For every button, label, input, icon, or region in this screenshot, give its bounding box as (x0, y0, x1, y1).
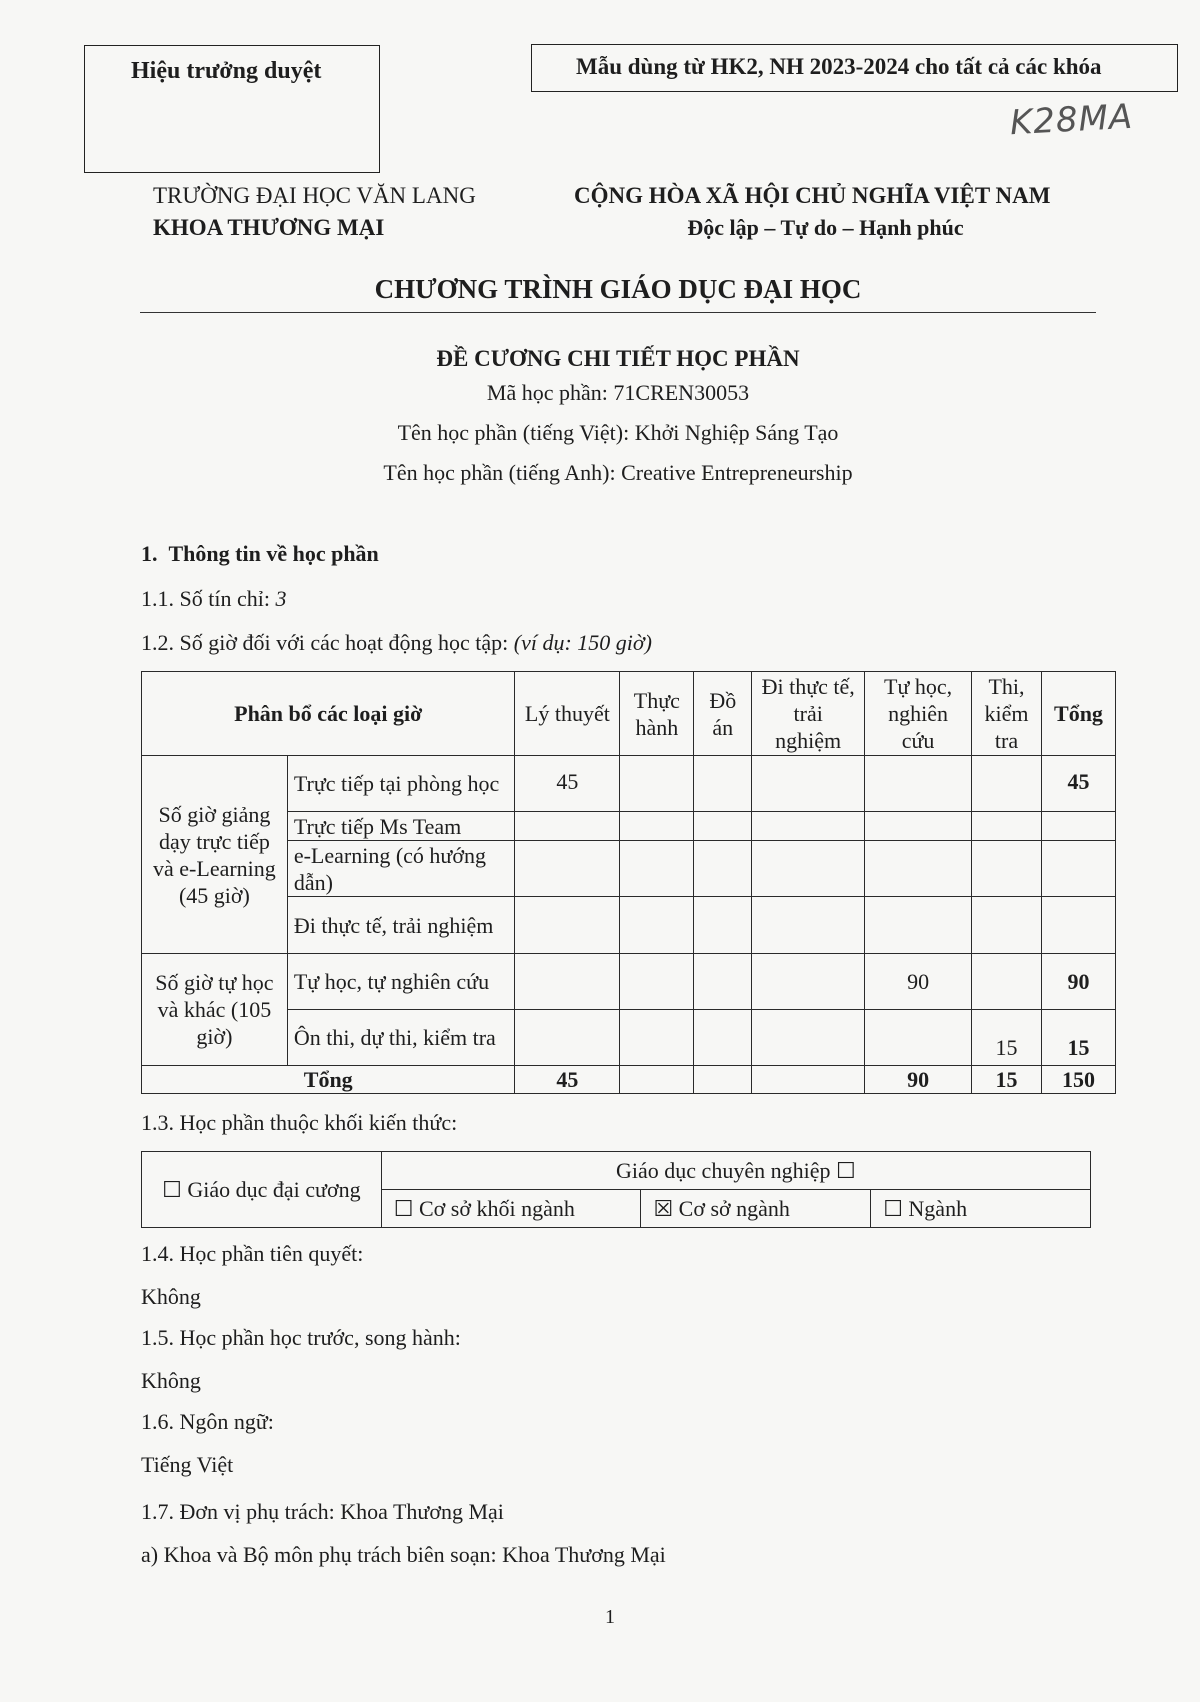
hours-example: (ví dụ: 150 giờ) (513, 630, 652, 655)
cell-total: 45 (1041, 756, 1115, 812)
total-cell: 90 (865, 1066, 972, 1094)
cell (694, 897, 752, 954)
cell (972, 954, 1042, 1010)
prerequisite-label: 1.4. Học phần tiên quyết: (141, 1241, 364, 1266)
prior-parallel-value: Không (141, 1368, 201, 1393)
cell-total: 90 (1041, 954, 1115, 1010)
general-education-checkbox[interactable]: ☐ Giáo dục đại cương (142, 1152, 382, 1228)
row-label: Trực tiếp Ms Team (287, 812, 515, 841)
section-1-number: 1. (141, 541, 158, 566)
cell-total (1041, 897, 1115, 954)
unit-faculty: a) Khoa và Bộ môn phụ trách biên soạn: Khoa Thương Mại (141, 1542, 666, 1567)
header-col: Tổng (1041, 672, 1115, 756)
cell (694, 1010, 752, 1066)
option-checkbox[interactable]: ☐ Ngành (871, 1190, 1091, 1228)
total-cell: 150 (1041, 1066, 1115, 1094)
table-row (142, 897, 1116, 954)
cell-total: 15 (1041, 1010, 1115, 1066)
cell (752, 897, 865, 954)
header-col: Tự học, nghiên cứu (865, 672, 972, 756)
total-cell: 45 (515, 1066, 620, 1094)
header-col: Lý thuyết (515, 672, 620, 756)
national-motto: Độc lập – Tự do – Hạnh phúc (687, 215, 964, 240)
row-label: Tự học, tự nghiên cứu (287, 954, 515, 1010)
header-col: Đồ án (694, 672, 752, 756)
total-cell (752, 1066, 865, 1094)
cell (865, 841, 972, 897)
cell: 15 (972, 1010, 1042, 1066)
cell (515, 954, 620, 1010)
cell-total (1041, 841, 1115, 897)
table-header-row (142, 672, 1116, 756)
page-number: 1 (605, 1606, 615, 1628)
section-1-heading (141, 541, 379, 567)
unit-label: 1.7. Đơn vị phụ trách: Khoa Thương Mại (141, 1499, 504, 1524)
option-checkbox[interactable]: ☒ Cơ sở ngành (641, 1190, 871, 1228)
cell (752, 1010, 865, 1066)
cell (694, 954, 752, 1010)
cell (972, 897, 1042, 954)
cell (694, 756, 752, 812)
cell (972, 841, 1042, 897)
knowledge-label: 1.3. Học phần thuộc khối kiến thức: (141, 1110, 458, 1135)
knowledge-table (141, 1151, 1091, 1228)
cell (865, 812, 972, 841)
row-label: Ôn thi, dự thi, kiểm tra (287, 1010, 515, 1066)
table-total-row (142, 1066, 1116, 1094)
header-col: Thực hành (620, 672, 694, 756)
cell (972, 812, 1042, 841)
option-checkbox[interactable]: ☐ Cơ sở khối ngành (381, 1190, 641, 1228)
course-name-en: Tên học phần (tiếng Anh): Creative Entrepreneurship (383, 460, 853, 485)
template-note: Mẫu dùng từ HK2, NH 2023-2024 cho tất cả các khóa (576, 54, 1102, 79)
credits-label: 1.1. Số tín chỉ: (141, 586, 276, 611)
row-label: e-Learning (có hướng dẫn) (287, 841, 515, 897)
header-col: Đi thực tế, trải nghiệm (752, 672, 865, 756)
program-title: CHƯƠNG TRÌNH GIÁO DỤC ĐẠI HỌC (374, 274, 862, 304)
language-value: Tiếng Việt (141, 1452, 234, 1477)
table-row (142, 756, 1116, 812)
cell (694, 841, 752, 897)
group-label: Số giờ tự học và khác (105 giờ) (142, 954, 288, 1066)
cell (865, 1010, 972, 1066)
cell (752, 756, 865, 812)
approval-label: Hiệu trưởng duyệt (131, 58, 322, 84)
table-row (142, 841, 1116, 897)
cell: 45 (515, 756, 620, 812)
republic-name: CỘNG HÒA XÃ HỘI CHỦ NGHĨA VIỆT NAM (574, 183, 1051, 208)
course-code: Mã học phần: 71CREN30053 (486, 380, 750, 405)
professional-education-checkbox[interactable]: Giáo dục chuyên nghiệp ☐ (381, 1152, 1090, 1190)
course-name-vi: Tên học phần (tiếng Việt): Khởi Nghiệp Sáng Tạo (397, 420, 839, 445)
handwritten-note: K28MA (1009, 96, 1135, 144)
table-row (142, 954, 1116, 1010)
credits-line (141, 586, 286, 612)
cell (620, 841, 694, 897)
prerequisite-value: Không (141, 1284, 201, 1309)
table-row (142, 1010, 1116, 1066)
cell (620, 756, 694, 812)
language-label: 1.6. Ngôn ngữ: (141, 1409, 274, 1434)
header-col: Thi, kiểm tra (972, 672, 1042, 756)
cell (515, 897, 620, 954)
cell (865, 897, 972, 954)
cell (752, 954, 865, 1010)
hours-line (141, 630, 652, 656)
cell (865, 756, 972, 812)
cell (515, 812, 620, 841)
section-1-title: Thông tin về học phần (168, 541, 379, 566)
template-note-box (531, 44, 1178, 92)
hours-table (141, 671, 1116, 1094)
title-divider (140, 312, 1096, 313)
cell-total (1041, 812, 1115, 841)
total-cell (694, 1066, 752, 1094)
cell (620, 1010, 694, 1066)
prior-parallel-label: 1.5. Học phần học trước, song hành: (141, 1325, 461, 1350)
cell (515, 1010, 620, 1066)
cell (752, 841, 865, 897)
cell (752, 812, 865, 841)
total-label: Tổng (142, 1066, 515, 1094)
group-label: Số giờ giảng dạy trực tiếp và e-Learning (45 giờ) (142, 756, 288, 954)
cell: 90 (865, 954, 972, 1010)
faculty-name: KHOA THƯƠNG MẠI (153, 215, 385, 240)
approval-box (84, 45, 380, 173)
syllabus-heading: ĐỀ CƯƠNG CHI TIẾT HỌC PHẦN (436, 346, 800, 371)
row-label: Trực tiếp tại phòng học (287, 756, 515, 812)
cell (620, 812, 694, 841)
row-label: Đi thực tế, trải nghiệm (287, 897, 515, 954)
header-group: Phân bổ các loại giờ (142, 672, 515, 756)
hours-label: 1.2. Số giờ đối với các hoạt động học tập: (141, 630, 514, 655)
table-row (142, 812, 1116, 841)
cell (620, 954, 694, 1010)
cell (620, 897, 694, 954)
cell (694, 812, 752, 841)
university-name: TRƯỜNG ĐẠI HỌC VĂN LANG (153, 183, 476, 208)
total-cell: 15 (972, 1066, 1042, 1094)
cell (515, 841, 620, 897)
cell (972, 756, 1042, 812)
total-cell (620, 1066, 694, 1094)
credits-value: 3 (275, 586, 287, 611)
